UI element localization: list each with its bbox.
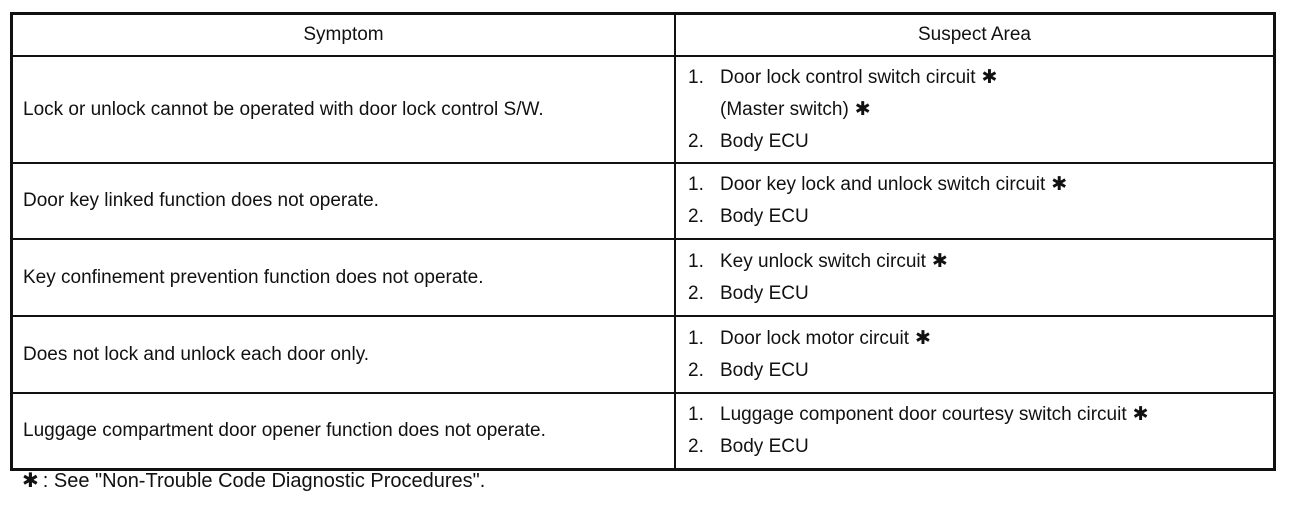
suspect-item bbox=[688, 323, 931, 355]
item-text: Luggage component door courtesy switch circuit bbox=[720, 404, 1127, 425]
table-row bbox=[13, 315, 1273, 392]
symptom-table bbox=[10, 12, 1276, 471]
symptom-cell: Door key linked function does not operate. bbox=[13, 164, 676, 238]
asterisk-icon: ✱ bbox=[1051, 174, 1068, 195]
asterisk-icon: ✱ bbox=[1132, 404, 1149, 425]
suspect-area-cell bbox=[676, 317, 1273, 392]
symptom-cell: Does not lock and unlock each door only. bbox=[13, 317, 676, 392]
item-number: 1. bbox=[688, 250, 704, 272]
item-number: 1. bbox=[688, 66, 704, 88]
suspect-item bbox=[688, 169, 1067, 201]
suspect-area-cell bbox=[676, 240, 1273, 315]
suspect-item bbox=[688, 126, 809, 158]
symptom-cell: Luggage compartment door opener function does not operate. bbox=[13, 394, 676, 468]
item-text: Body ECU bbox=[720, 206, 809, 227]
footnote bbox=[22, 468, 485, 493]
table-header-row bbox=[13, 15, 1273, 55]
suspect-area-cell bbox=[676, 164, 1273, 238]
suspect-item bbox=[688, 431, 809, 463]
symptom-cell: Key confinement prevention function does not operate. bbox=[13, 240, 676, 315]
item-number: 2. bbox=[688, 359, 704, 381]
asterisk-icon: ✱ bbox=[22, 470, 39, 492]
suspect-item bbox=[688, 278, 809, 310]
item-text: Door lock motor circuit bbox=[720, 327, 909, 349]
suspect-area-cell bbox=[676, 57, 1273, 162]
item-number: 1. bbox=[688, 327, 704, 349]
item-number: 1. bbox=[688, 174, 704, 195]
item-number: 2. bbox=[688, 282, 704, 304]
item-text: (Master switch) bbox=[720, 98, 849, 120]
symptom-cell: Lock or unlock cannot be operated with door lock control S/W. bbox=[13, 57, 676, 162]
table-row bbox=[13, 238, 1273, 315]
suspect-item bbox=[688, 62, 997, 94]
symptom-column-header: Symptom bbox=[13, 15, 676, 55]
suspect-item bbox=[688, 355, 809, 387]
item-text: Door lock control switch circuit bbox=[720, 66, 976, 88]
item-number: 1. bbox=[688, 404, 704, 425]
item-text: Body ECU bbox=[720, 359, 809, 381]
item-text: Door key lock and unlock switch circuit bbox=[720, 174, 1046, 195]
item-text: Body ECU bbox=[720, 130, 809, 152]
item-number: 2. bbox=[688, 206, 704, 227]
footnote-text: : See "Non-Trouble Code Diagnostic Procedures". bbox=[42, 470, 486, 492]
item-text: Body ECU bbox=[720, 282, 809, 304]
asterisk-icon: ✱ bbox=[981, 66, 998, 88]
table-row bbox=[13, 162, 1273, 238]
item-number: 2. bbox=[688, 436, 704, 457]
item-number: 2. bbox=[688, 130, 704, 152]
suspect-item bbox=[688, 399, 1149, 431]
suspect-area-cell bbox=[676, 394, 1273, 468]
table-row bbox=[13, 392, 1273, 468]
suspect-item bbox=[688, 94, 871, 126]
asterisk-icon: ✱ bbox=[915, 327, 931, 349]
item-text: Key unlock switch circuit bbox=[720, 250, 926, 272]
suspect-area-column-header: Suspect Area bbox=[917, 24, 1032, 45]
suspect-item bbox=[688, 201, 809, 233]
suspect-item bbox=[688, 246, 948, 278]
asterisk-icon: ✱ bbox=[931, 250, 948, 272]
asterisk-icon: ✱ bbox=[854, 98, 871, 120]
item-text: Body ECU bbox=[720, 436, 809, 457]
table-row bbox=[13, 55, 1273, 162]
